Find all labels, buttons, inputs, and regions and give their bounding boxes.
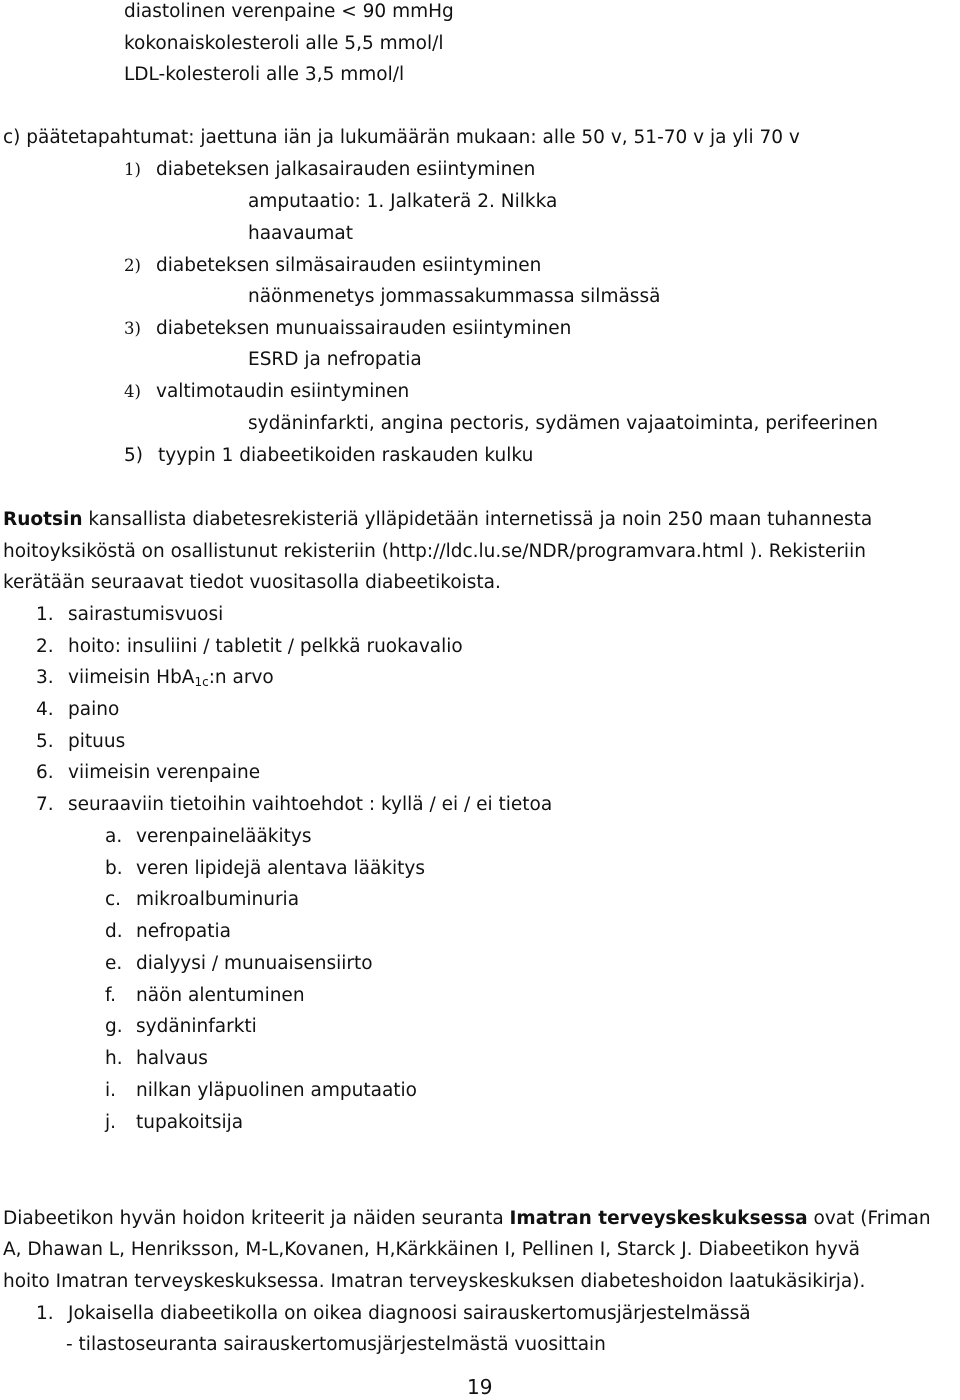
- endpoint-marker: 4): [124, 382, 141, 401]
- sweden-subitem-label: näön alentuminen: [136, 985, 305, 1006]
- sweden-item-marker: 2.: [36, 636, 54, 657]
- endpoint-marker: 1): [124, 160, 141, 179]
- sweden-subitem-label: nefropatia: [136, 921, 231, 942]
- sweden-item-marker: 5.: [36, 731, 54, 752]
- sweden-subitem-label: veren lipidejä alentava lääkitys: [136, 858, 426, 879]
- sweden-subitem: [105, 1111, 243, 1135]
- endpoint-marker: 3): [124, 319, 141, 338]
- sweden-subitem-marker: h.: [105, 1048, 123, 1069]
- sweden-subitem-marker: g.: [105, 1016, 123, 1037]
- endpoint-detail: sydäninfarkti, angina pectoris, sydämen vajaatoiminta, perifeerinen: [248, 413, 878, 434]
- endpoint-detail: ESRD ja nefropatia: [248, 349, 422, 370]
- sweden-item-label: paino: [68, 699, 120, 720]
- endpoint-detail: amputaatio: 1. Jalkaterä 2. Nilkka: [248, 191, 558, 212]
- endpoints-intro: c) päätetapahtumat: jaettuna iän ja lukumäärän mukaan: alle 50 v, 51-70 v ja yli 70 v: [3, 127, 800, 148]
- imatra-line-3: hoito Imatran terveyskeskuksessa. Imatran terveyskeskuksen diabeteshoidon laatukäsikirja).: [3, 1271, 866, 1292]
- sweden-subitem: [105, 984, 305, 1008]
- endpoint-detail: näönmenetys jommassakummassa silmässä: [248, 286, 661, 307]
- target-cholesterol: kokonaiskolesteroli alle 5,5 mmol/l: [124, 33, 444, 54]
- sweden-item-label: hoito: insuliini / tabletit / pelkkä ruokavalio: [68, 636, 463, 657]
- imatra-item-label: Jokaisella diabeetikolla on oikea diagnoosi sairauskertomusjärjestelmässä: [68, 1303, 751, 1324]
- sweden-subitem-label: verenpainelääkitys: [136, 826, 312, 847]
- sweden-item: [36, 666, 274, 694]
- sweden-subitem: [105, 857, 425, 881]
- sweden-item: [36, 603, 223, 627]
- endpoint-item: [124, 444, 533, 468]
- sweden-subitem-marker: e.: [105, 953, 123, 974]
- sweden-item-label-post: :n arvo: [208, 667, 274, 688]
- sweden-item-label: sairastumisvuosi: [68, 604, 224, 625]
- sweden-item-marker: 4.: [36, 699, 54, 720]
- endpoint-item: [124, 254, 541, 278]
- endpoint-marker: 5): [124, 445, 143, 466]
- sweden-item: [36, 793, 552, 817]
- imatra-line-1: [3, 1207, 931, 1231]
- sweden-item-label-sub: 1c: [194, 675, 209, 689]
- sweden-subitem-marker: j.: [105, 1112, 117, 1133]
- endpoint-detail: haavaumat: [248, 223, 354, 244]
- endpoint-label: diabeteksen munuaissairauden esiintyminen: [156, 318, 572, 339]
- page-number: 19: [467, 1375, 493, 1399]
- sweden-subitem: [105, 1079, 417, 1103]
- sweden-subitem-label: dialyysi / munuaisensiirto: [136, 953, 373, 974]
- sweden-item-label: viimeisin verenpaine: [68, 762, 261, 783]
- endpoint-marker: 2): [124, 256, 141, 275]
- imatra-line-2: A, Dhawan L, Henriksson, M-L,Kovanen, H,Kärkkäinen I, Pellinen I, Starck J. Diabeetikon hyvä: [3, 1239, 861, 1260]
- sweden-subitem-marker: a.: [105, 826, 123, 847]
- sweden-line-3: kerätään seuraavat tiedot vuositasolla diabeetikoista.: [3, 572, 501, 593]
- sweden-subitem-label: mikroalbuminuria: [136, 889, 300, 910]
- sweden-line-2: hoitoyksiköstä on osallistunut rekisteriin (http://ldc.lu.se/NDR/programvara.html ). Rekisteriin: [3, 541, 866, 562]
- sweden-line-1-text: kansallista diabetesrekisteriä ylläpidetään internetissä ja noin 250 maan tuhannesta: [82, 509, 873, 530]
- sweden-subitem: [105, 920, 231, 944]
- sweden-item: [36, 698, 119, 722]
- imatra-item: [36, 1302, 751, 1326]
- sweden-item-marker: 3.: [36, 667, 54, 688]
- endpoint-item: [124, 380, 409, 404]
- sweden-subitem-marker: i.: [105, 1080, 117, 1101]
- endpoint-label: diabeteksen jalkasairauden esiintyminen: [156, 159, 536, 180]
- imatra-bold-term: Imatran terveyskeskuksessa: [509, 1208, 808, 1229]
- target-ldl: LDL-kolesteroli alle 3,5 mmol/l: [124, 64, 405, 85]
- sweden-subitem-label: nilkan yläpuolinen amputaatio: [136, 1080, 418, 1101]
- sweden-subitem: [105, 1015, 257, 1039]
- sweden-item: [36, 635, 463, 659]
- sweden-item-marker: 1.: [36, 604, 54, 625]
- imatra-line-1-post: ovat (Friman: [807, 1208, 931, 1229]
- imatra-item-sub: - tilastoseuranta sairauskertomusjärjestelmästä vuosittain: [66, 1334, 606, 1355]
- endpoint-label: tyypin 1 diabeetikoiden raskauden kulku: [158, 445, 534, 466]
- sweden-line-1: [3, 508, 872, 532]
- endpoint-label: diabeteksen silmäsairauden esiintyminen: [156, 255, 542, 276]
- sweden-item: [36, 730, 125, 754]
- sweden-subitem-marker: d.: [105, 921, 123, 942]
- sweden-subitem-marker: f.: [105, 985, 117, 1006]
- sweden-subitem: [105, 888, 299, 912]
- sweden-subitem-label: sydäninfarkti: [136, 1016, 257, 1037]
- endpoint-item: [124, 158, 535, 182]
- endpoint-label: valtimotaudin esiintyminen: [156, 381, 410, 402]
- sweden-item: [36, 761, 260, 785]
- sweden-item-label: pituus: [68, 731, 126, 752]
- sweden-subitem-marker: b.: [105, 858, 123, 879]
- endpoint-item: [124, 317, 571, 341]
- imatra-item-marker: 1.: [36, 1303, 54, 1324]
- sweden-item-marker: 7.: [36, 794, 54, 815]
- sweden-item-marker: 6.: [36, 762, 54, 783]
- target-diastolic: diastolinen verenpaine < 90 mmHg: [124, 1, 454, 22]
- sweden-item-label-pre: viimeisin HbA: [68, 667, 195, 688]
- imatra-line-1-pre: Diabeetikon hyvän hoidon kriteerit ja näiden seuranta: [3, 1208, 510, 1229]
- sweden-bold-lead: Ruotsin: [3, 509, 83, 530]
- sweden-subitem-marker: c.: [105, 889, 122, 910]
- sweden-subitem: [105, 952, 373, 976]
- sweden-subitem-label: tupakoitsija: [136, 1112, 244, 1133]
- sweden-subitem-label: halvaus: [136, 1048, 208, 1069]
- sweden-subitem: [105, 825, 311, 849]
- sweden-subitem: [105, 1047, 208, 1071]
- sweden-item-label: seuraaviin tietoihin vaihtoehdot : kyllä / ei / ei tietoa: [68, 794, 553, 815]
